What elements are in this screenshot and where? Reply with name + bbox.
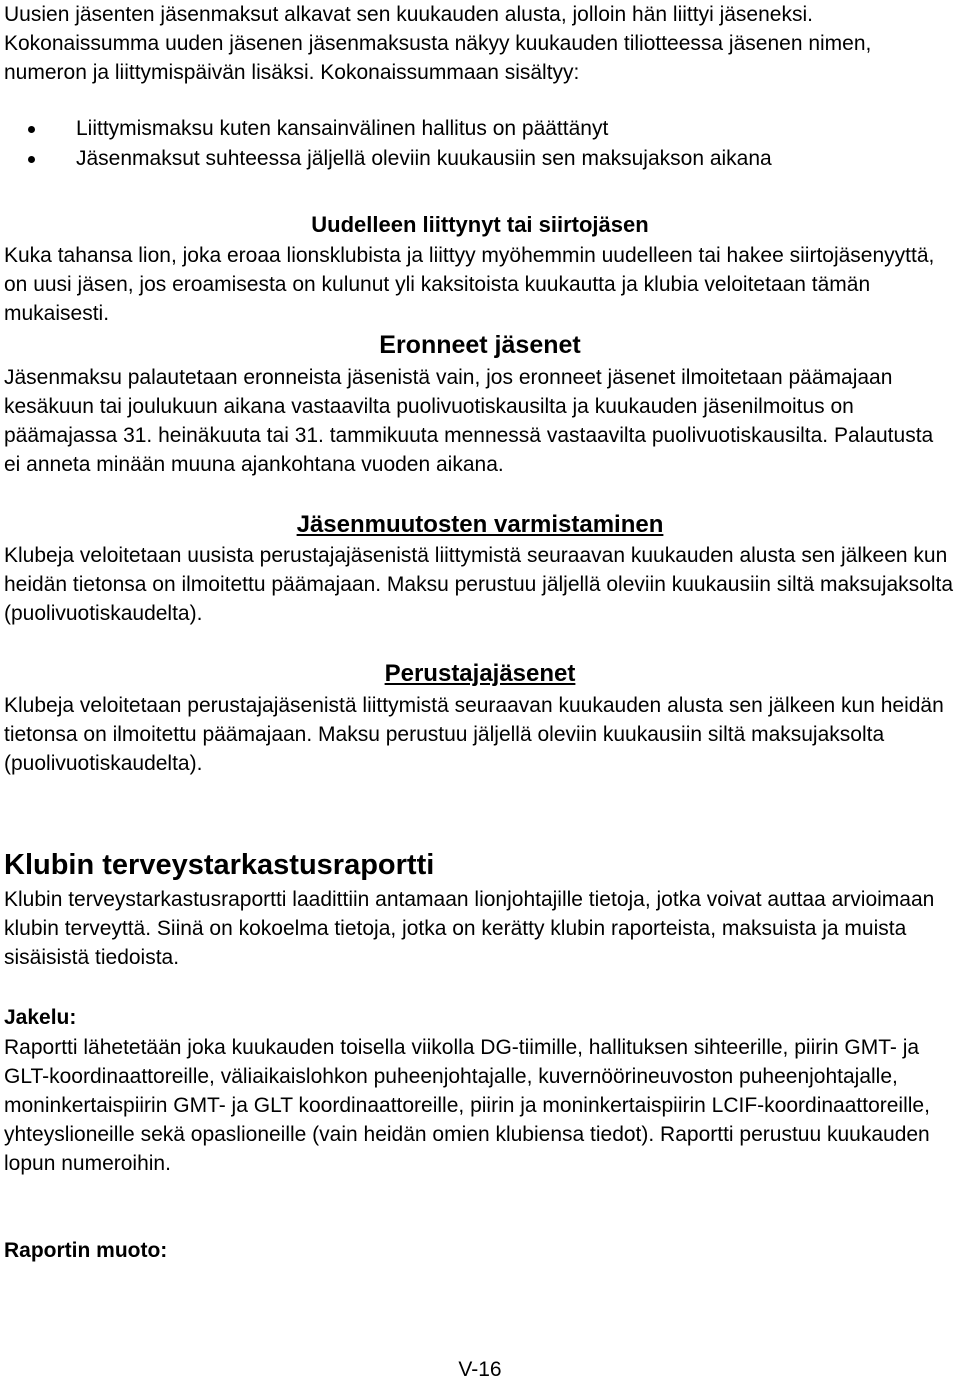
distribution-label: Jakelu: (4, 1006, 77, 1029)
page-number: V-16 (458, 1358, 502, 1381)
list-item (0, 144, 950, 174)
changes-heading: Jäsenmuutosten varmistaminen (296, 511, 664, 538)
bullet-text: Liittymismaksu kuten kansainvälinen hallitus on päättänyt (76, 117, 609, 140)
bullet-icon (28, 156, 35, 163)
list-item (0, 114, 950, 144)
health-report-paragraph: Klubin terveystarkastusraportti laadittiin antamaan lionjohtajille tietoja, jotka voivat auttaa arvioimaan klubin terveyttä. Siinä on kokoelma tietoja, jotka on kerätty klubin raporteista, maksuista ja muista sisäisistä tiedoista. (4, 888, 935, 969)
rejoined-heading: Uudelleen liittynyt tai siirtojäsen (311, 212, 649, 237)
founders-heading: Perustajajäsenet (384, 660, 576, 687)
rejoined-paragraph: Kuka tahansa lion, joka eroaa lionsklubista ja liittyy myöhemmin uudelleen tai hakee siirtojäsenyyttä, on uusi jäsen, jos eroamisesta on kulunut yli kaksitoista kuukautta ja klubia veloitetaan tämän mukaisesti. (4, 244, 935, 325)
changes-paragraph: Klubeja veloitetaan uusista perustajajäsenistä liittymistä seuraavan kuukauden alusta sen jälkeen kun heidän tietonsa on ilmoitettu päämajaan. Maksu perustuu jäljellä oleviin kuukausiin siltä maksujaksolta (puolivuotiskaudelta). (4, 544, 954, 625)
resigned-heading: Eronneet jäsenet (379, 331, 581, 359)
bullet-text: Jäsenmaksut suhteessa jäljellä oleviin kuukausiin sen maksujakson aikana (76, 147, 772, 170)
distribution-paragraph: Raportti lähetetään joka kuukauden toisella viikolla DG-tiimille, hallituksen sihteerille, piirin GMT- ja GLT-koordinaattoreille, väliaikaislohkon puheenjohtajalle, kuvernöörineuvoston puheenjohtajalle, moninkertaispiirin GMT- ja GLT koordinaattoreille, piirin ja moninkertaispiirin LCIF-koordinaattoreille, yhteyslioneille sekä opaslioneille (vain heidän omien klubiensa tiedot). Raportti perustuu kuukauden lopun numeroihin. (4, 1036, 930, 1175)
health-report-heading: Klubin terveystarkastusraportti (4, 849, 435, 881)
intro-bullet-list (0, 114, 950, 174)
intro-paragraph: Uusien jäsenten jäsenmaksut alkavat sen kuukauden alusta, jolloin hän liittyi jäseneksi. Kokonaissumma uuden jäsenen jäsenmaksusta näkyy kuukauden tiliotteessa jäsenen nimen, numeron ja liittymispäivän lisäksi. Kokonaissummaan sisältyy: (4, 3, 872, 84)
bullet-icon (28, 126, 35, 133)
report-format-label: Raportin muoto: (4, 1239, 168, 1262)
resigned-paragraph: Jäsenmaksu palautetaan eronneista jäsenistä vain, jos eronneet jäsenet ilmoitetaan päämajaan kesäkuun tai joulukuun aikana vastaavilta puolivuotiskausilta ja kuukauden jäsenilmoitus on päämajassa 31. heinäkuuta tai 31. tammikuuta mennessä vastaavilta puolivuotiskausilta. Palautusta ei anneta minään muuna ajankohtana vuoden aikana. (4, 366, 934, 476)
founders-paragraph: Klubeja veloitetaan perustajajäsenistä liittymistä seuraavan kuukauden alusta sen jälkeen kun heidän tietonsa on ilmoitettu päämajaan. Maksu perustuu jäljellä oleviin kuukausiin siltä maksujaksolta (puolivuotiskaudelta). (4, 694, 944, 775)
